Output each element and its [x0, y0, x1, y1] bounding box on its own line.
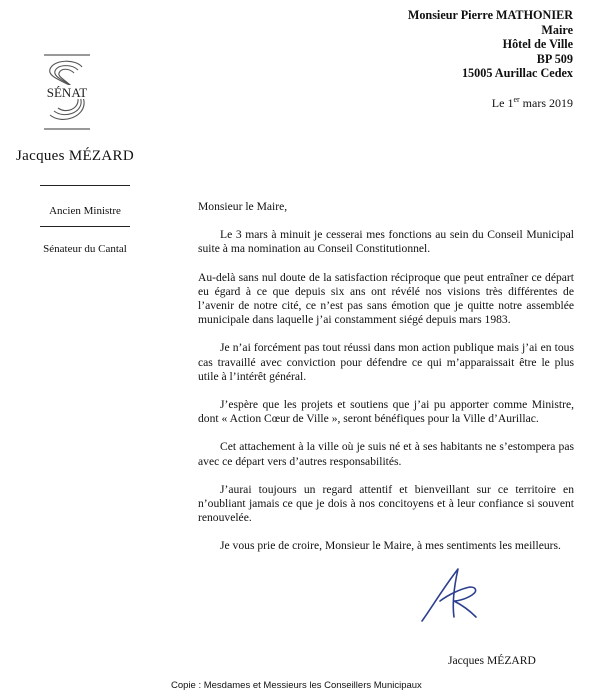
paragraph: Cet attachement à la ville où je suis né et à ses habitants ne s’estompera pas avec ce départ vers d’autres responsabilités. [198, 440, 574, 468]
signatory-name: Jacques MÉZARD [448, 654, 536, 667]
handwritten-signature [418, 565, 480, 625]
senat-logo [36, 53, 98, 131]
salutation: Monsieur le Maire, [198, 200, 288, 213]
paragraph: J’aurai toujours un regard attentif et bienveillant sur ce territoire en n’oubliant jamais ce que je dois à nos concitoyens et à leur confiance si souvent renouvelée. [198, 482, 574, 525]
date-ordinal: er [513, 95, 520, 104]
recipient-line: Hôtel de Ville [502, 37, 573, 52]
sender-name [10, 148, 140, 165]
recipient-address [408, 8, 573, 81]
divider [40, 226, 130, 227]
paragraph: Le 3 mars à minuit je cesserai mes fonctions au sein du Conseil Municipal suite à ma nomination au Conseil Constitutionnel. [198, 228, 574, 256]
copy-note: Copie : Mesdames et Messieurs les Conseillers Municipaux [171, 680, 422, 691]
recipient-line: 15005 Aurillac Cedex [461, 66, 573, 81]
paragraph: J’espère que les projets et soutiens que j’ai pu apporter comme Ministre, dont « Action Cœur de Ville », seront bénéfiques pour la Ville d’Aurillac. [198, 398, 574, 426]
logo-text: SÉNAT [46, 85, 88, 100]
date-prefix: Le 1 [491, 96, 514, 110]
letter-date [492, 95, 573, 111]
recipient-line: Maire [541, 22, 573, 37]
letter-body [198, 200, 574, 568]
divider [40, 185, 130, 186]
recipient-line: Monsieur Pierre MATHONIER [407, 8, 573, 22]
recipient-line: BP 509 [536, 51, 573, 66]
sender-title: Sénateur du Cantal [43, 243, 127, 255]
paragraph: Je n’ai forcément pas tout réussi dans mon action publique mais j’ai en tous cas travaillé avec conviction pour défendre ce qui m’apparaissait être le plus utile à l’intérêt général. [198, 341, 574, 383]
paragraph: Au-delà sans nul doute de la satisfaction réciproque que peut entraîner ce départ eu égard à ce que depuis six ans ont révélé nos visions très différentes de l’avenir de notre cité, ce n’est pas sans émotion que je quitte notre assemblée municipale dans laquelle j’ai constamment siégé depuis mars 1983. [198, 270, 574, 327]
sender-first-name: Jacques [16, 148, 65, 164]
date-rest: mars 2019 [519, 96, 573, 110]
paragraph: Je vous prie de croire, Monsieur le Maire, à mes sentiments les meilleurs. [220, 539, 561, 553]
sender-title: Ancien Ministre [49, 205, 121, 217]
sender-last-name: MÉZARD [68, 148, 134, 164]
